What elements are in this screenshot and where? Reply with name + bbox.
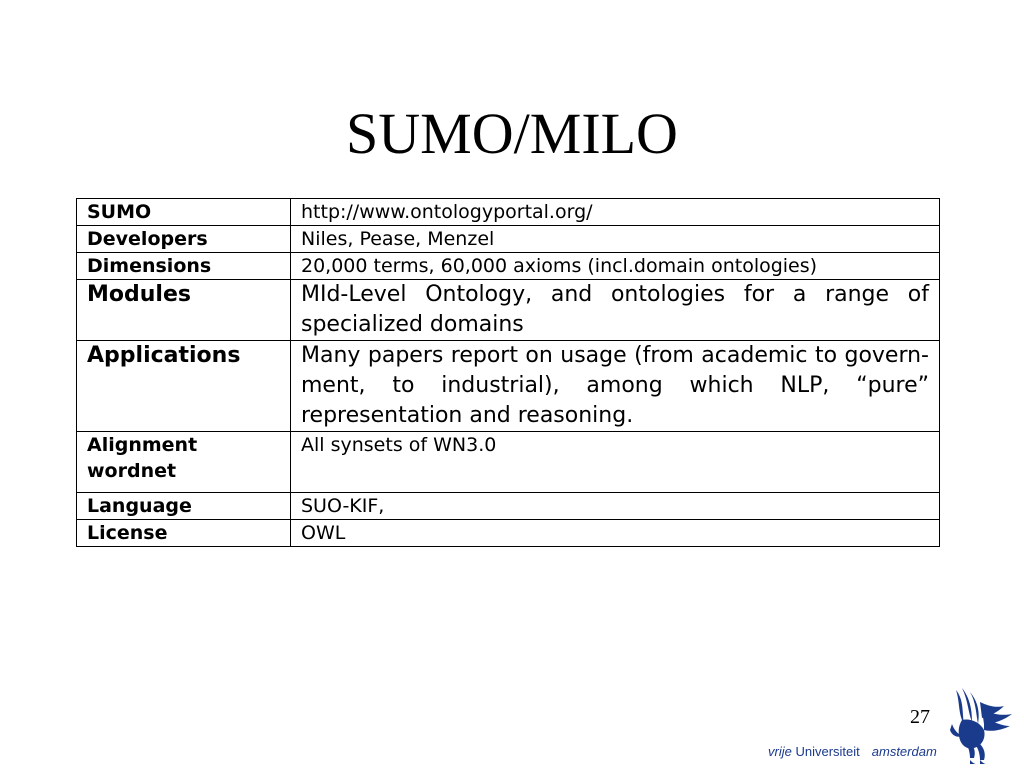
table-row xyxy=(77,199,940,226)
row-key-alignment-line2: wordnet xyxy=(87,460,177,482)
row-value-language: SUO-KIF, xyxy=(291,493,940,520)
row-value-license: OWL xyxy=(291,520,940,547)
logo-word-amsterdam: amsterdam xyxy=(871,744,937,759)
table-row xyxy=(77,280,940,341)
table-row xyxy=(77,226,940,253)
university-logo-text xyxy=(768,744,937,759)
row-key-alignment-line1: Alignment xyxy=(87,434,198,456)
row-key-applications: Applications xyxy=(77,341,291,432)
table-row xyxy=(77,432,940,493)
logo-word-vrije: vrije xyxy=(768,744,792,759)
row-value-modules: MId-Level Ontology, and ontologies for a range of specialized domains xyxy=(291,280,940,341)
row-key-language: Language xyxy=(77,493,291,520)
logo-word-universiteit: Universiteit xyxy=(795,744,860,759)
row-key-license: License xyxy=(77,520,291,547)
sumo-info-table xyxy=(76,198,940,547)
row-key-dimensions: Dimensions xyxy=(77,253,291,280)
table-row xyxy=(77,341,940,432)
row-key-modules: Modules xyxy=(77,280,291,341)
row-value-sumo-url: http://www.ontologyportal.org/ xyxy=(291,199,940,226)
table-row xyxy=(77,253,940,280)
table-row xyxy=(77,520,940,547)
table-row xyxy=(77,493,940,520)
griffin-logo-icon xyxy=(940,684,1018,766)
row-value-developers: Niles, Pease, Menzel xyxy=(291,226,940,253)
row-key-developers: Developers xyxy=(77,226,291,253)
row-key-sumo: SUMO xyxy=(77,199,291,226)
row-value-applications: Many papers report on usage (from academic to govern-ment, to industrial), among which NLP, “pure” representation and reasoning. xyxy=(291,341,940,432)
row-value-dimensions: 20,000 terms, 60,000 axioms (incl.domain ontologies) xyxy=(291,253,940,280)
row-value-alignment: All synsets of WN3.0 xyxy=(291,432,940,493)
row-key-alignment xyxy=(77,432,291,493)
slide-title: SUMO/MILO xyxy=(346,101,678,166)
page-number: 27 xyxy=(910,706,930,728)
